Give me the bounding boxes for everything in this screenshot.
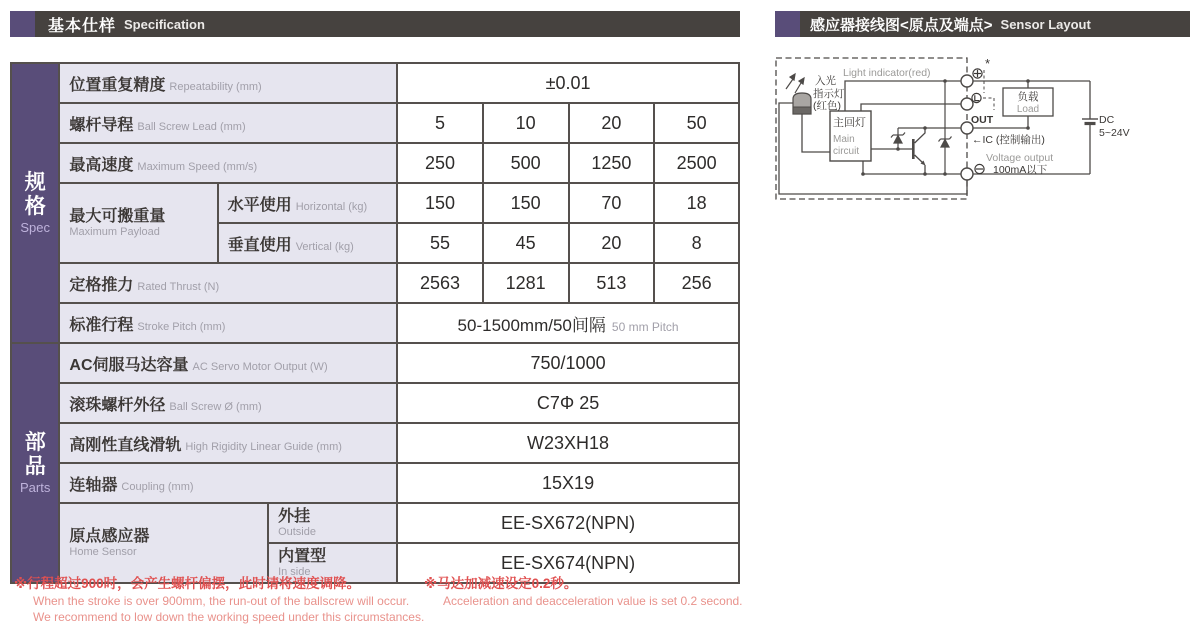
value-linear-guide: W23XH18 — [397, 423, 739, 463]
sublabel-en: Outside — [278, 525, 316, 538]
label-max-speed — [59, 143, 397, 183]
footnote-acceleration-en: Acceleration and deacceleration value is set 0.2 second. — [443, 593, 743, 608]
label-en: AC Servo Motor Output (W) — [192, 360, 328, 373]
battery-icon — [1082, 119, 1098, 124]
value-servo-output: 750/1000 — [397, 343, 739, 383]
transistor-icon — [912, 128, 926, 174]
value-cell: 10 — [483, 103, 569, 143]
light-indicator-label: Light indicator(red) — [843, 67, 931, 79]
voltage-output-label: Voltage output — [986, 152, 1054, 164]
row-home-sensor-outside — [11, 503, 739, 543]
value-cell: 55 — [397, 223, 483, 263]
light-arrows-icon — [786, 74, 804, 93]
plus-terminal-icon — [973, 69, 982, 78]
label-zh: 最大可搬重量 — [69, 207, 166, 225]
label-stroke-pitch — [59, 303, 397, 343]
led-label-zh1: 入光 — [815, 75, 836, 87]
value-cell: 250 — [397, 143, 483, 183]
value-cell: 45 — [483, 223, 569, 263]
label-zh: 定格推力 — [69, 276, 134, 294]
label-horizontal — [218, 183, 397, 223]
value-cell: 50 — [654, 103, 739, 143]
label-ball-screw-dia — [59, 383, 397, 423]
row-servo-output — [11, 343, 739, 383]
footnote-acceleration — [424, 576, 743, 609]
load-label-zh: 负载 — [1017, 91, 1039, 103]
sensor-title-zh: 感应器接线图<原点及端点> — [810, 16, 993, 34]
section-spec-char1: 规 — [24, 170, 46, 194]
value-cell: 18 — [654, 183, 739, 223]
footnote-stroke-zh: ※行程超过900时，会产生螺杆偏摆，此时请将速度调降。 — [14, 576, 361, 591]
sensor-header-accent-square — [775, 11, 800, 37]
section-parts-char1: 部 — [24, 430, 46, 454]
label-en: Stroke Pitch (mm) — [137, 320, 226, 333]
label-en: Home Sensor — [69, 545, 137, 558]
label-zh: 滚珠螺杆外径 — [69, 396, 166, 414]
value-home-sensor-outside: EE-SX672(NPN) — [397, 503, 739, 543]
sensor-title-en: Sensor Layout — [1000, 16, 1091, 32]
value-cell: 150 — [397, 183, 483, 223]
value-cell: 70 — [569, 183, 655, 223]
label-outside — [268, 503, 397, 543]
value-cell: 2500 — [654, 143, 739, 183]
label-zh: 原点感应器 — [69, 527, 150, 545]
asterisk-mark: * — [985, 56, 991, 71]
label-home-sensor — [59, 503, 268, 583]
sensor-header-bar — [775, 11, 1190, 37]
sublabel-zh: 垂直使用 — [227, 236, 292, 254]
label-zh: AC伺服马达容量 — [69, 356, 189, 374]
sublabel-en: Vertical (kg) — [295, 240, 354, 253]
row-ball-screw-lead — [11, 103, 739, 143]
value-cell: 256 — [654, 263, 739, 303]
internal-minus-rail — [863, 161, 961, 174]
ic-output-label: ←IC (控制输出) — [972, 134, 1045, 146]
label-zh: 高刚性直线滑轨 — [69, 436, 182, 454]
dc-label: DC — [1099, 114, 1115, 126]
led-indicator-icon — [793, 93, 811, 114]
current-limit-label: 100mA以下 — [993, 164, 1048, 176]
l-wire — [861, 104, 961, 111]
value-cell: 150 — [483, 183, 569, 223]
footnote-stroke-en2: We recommend to low down the working speed under this circumstances. — [33, 609, 425, 624]
row-linear-guide — [11, 423, 739, 463]
row-stroke-pitch — [11, 303, 739, 343]
label-coupling — [59, 463, 397, 503]
value-cell: 513 — [569, 263, 655, 303]
label-zh: 螺杆导程 — [69, 116, 134, 134]
label-en: Ball Screw Ø (mm) — [169, 400, 262, 413]
label-en: Maximum Speed (mm/s) — [137, 160, 258, 173]
label-vertical — [218, 223, 397, 263]
minus-terminal-icon — [975, 164, 984, 173]
section-spec-char2: 格 — [24, 194, 46, 218]
section-parts-en: Parts — [20, 480, 51, 496]
section-parts — [11, 343, 59, 583]
row-payload-horizontal — [11, 183, 739, 223]
footnote-acceleration-zh: ※马达加减速设定0.2秒。 — [424, 576, 578, 591]
section-spec — [11, 63, 59, 343]
sublabel-zh: 内置型 — [278, 547, 327, 565]
row-repeatability — [11, 63, 739, 103]
value-cell: 1281 — [483, 263, 569, 303]
l-terminal-icon — [972, 93, 981, 102]
main-circuit-box — [830, 111, 871, 161]
value-cell: 20 — [569, 223, 655, 263]
spec-table — [10, 62, 740, 584]
label-en: Rated Thrust (N) — [137, 280, 220, 293]
label-en: High Rigidity Linear Guide (mm) — [185, 440, 342, 453]
footnote-stroke — [14, 576, 424, 625]
sublabel-en: Horizontal (kg) — [295, 200, 368, 213]
l-dashed-line — [983, 98, 994, 110]
label-en: Ball Screw Lead (mm) — [137, 120, 246, 133]
value-stroke-pitch — [397, 303, 739, 343]
label-en: Maximum Payload — [69, 225, 160, 238]
main-circuit-label-en1: Main — [833, 134, 855, 145]
main-circuit-label-en2: circuit — [833, 146, 860, 157]
section-parts-char2: 品 — [24, 454, 46, 478]
label-en: Coupling (mm) — [121, 480, 194, 493]
value-cell: 5 — [397, 103, 483, 143]
value-home-sensor-inside: EE-SX674(NPN) — [397, 543, 739, 583]
row-coupling — [11, 463, 739, 503]
value-cell: 1250 — [569, 143, 655, 183]
spec-title-en: Specification — [124, 16, 205, 32]
out-terminal-label: OUT — [971, 114, 994, 126]
section-spec-en: Spec — [20, 220, 51, 236]
plus-wire — [845, 81, 961, 111]
row-max-speed — [11, 143, 739, 183]
label-zh: 位置重复精度 — [69, 76, 166, 94]
value-en: 50 mm Pitch — [611, 319, 679, 334]
value-ball-screw-dia: C7Φ 25 — [397, 383, 739, 423]
main-circuit-label-zh: 主回灯 — [833, 117, 866, 129]
value-repeatability: ±0.01 — [397, 63, 739, 103]
label-zh: 最高速度 — [69, 156, 134, 174]
row-rated-thrust — [11, 263, 739, 303]
sublabel-en: In side — [278, 565, 311, 578]
label-ball-screw-lead — [59, 103, 397, 143]
sensor-wiring-diagram — [773, 53, 1193, 205]
label-linear-guide — [59, 423, 397, 463]
label-repeatability — [59, 63, 397, 103]
spec-header-accent-square — [10, 11, 35, 37]
value-cell: 20 — [569, 103, 655, 143]
load-label-en: Load — [1016, 104, 1040, 115]
dc-voltage-label: 5~24V — [1099, 127, 1130, 139]
led-label-zh3: (红色) — [813, 100, 841, 112]
label-en: Repeatability (mm) — [169, 80, 262, 93]
label-zh: 标准行程 — [69, 316, 134, 334]
zener-diode-1-icon — [891, 128, 905, 149]
led-label-zh2: 指示灯 — [813, 88, 845, 100]
sublabel-zh: 水平使用 — [227, 196, 292, 214]
sublabel-zh: 外挂 — [278, 507, 311, 525]
value-cell: 8 — [654, 223, 739, 263]
value-cell: 500 — [483, 143, 569, 183]
label-servo-output — [59, 343, 397, 383]
value-cell: 2563 — [397, 263, 483, 303]
value-zh: 50-1500mm/50间隔 — [457, 315, 606, 335]
label-rated-thrust — [59, 263, 397, 303]
value-coupling: 15X19 — [397, 463, 739, 503]
label-max-payload — [59, 183, 217, 263]
footnote-stroke-en1: When the stroke is over 900mm, the run-out of the ballscrew will occur. — [33, 593, 410, 608]
load-box — [1003, 88, 1053, 116]
row-ball-screw-dia — [11, 383, 739, 423]
label-zh: 连轴器 — [69, 476, 118, 494]
spec-title-zh: 基本仕样 — [48, 17, 117, 35]
spec-header-bar — [10, 11, 740, 37]
led-wire — [802, 114, 830, 152]
